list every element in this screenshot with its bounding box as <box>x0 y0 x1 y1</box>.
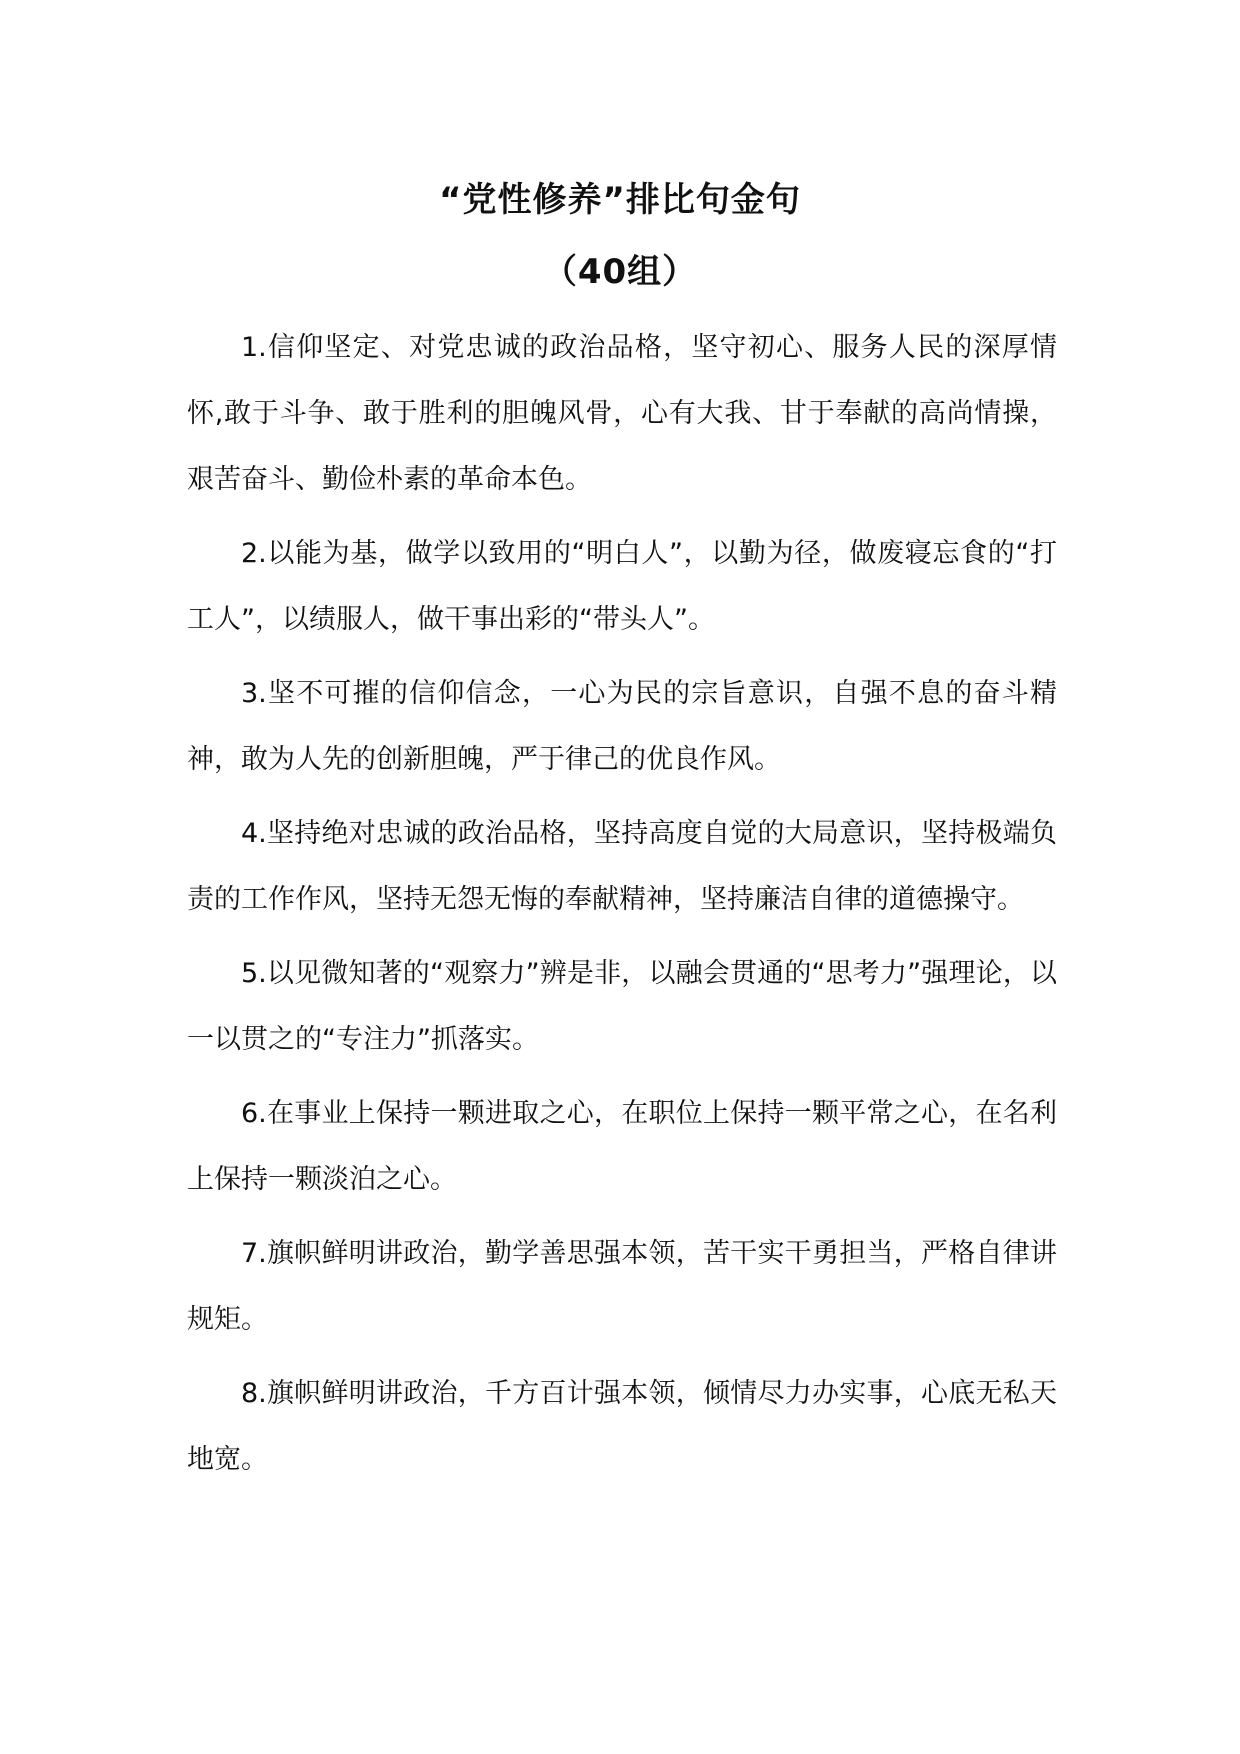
paragraph-3: 3.坚不可摧的信仰信念，一心为民的宗旨意识，自强不息的奋斗精神，敢为人先的创新胆魄，严于律己的优良作风。 <box>187 678 1057 775</box>
document-title: “党性修养”排比句金句 <box>439 180 801 220</box>
paragraph-4: 4.坚持绝对忠诚的政治品格，坚持高度自觉的大局意识，坚持极端负责的工作作风，坚持无怨无悔的奉献精神，坚持廉洁自律的道德操守。 <box>187 818 1057 915</box>
document-body <box>187 315 1057 1501</box>
paragraph-2: 2.以能为基，做学以致用的“明白人”，以勤为径，做废寝忘食的“打工人”，以绩服人，做干事出彩的“带头人”。 <box>187 538 1057 635</box>
document-subtitle: （40组） <box>542 252 698 292</box>
paragraph-6: 6.在事业上保持一颗进取之心，在职位上保持一颗平常之心，在名利上保持一颗淡泊之心。 <box>187 1098 1057 1195</box>
paragraph-7: 7.旗帜鲜明讲政治，勤学善思强本领，苦干实干勇担当，严格自律讲规矩。 <box>187 1238 1057 1335</box>
paragraph-1: 1.信仰坚定、对党忠诚的政治品格，坚守初心、服务人民的深厚情怀,敢于斗争、敢于胜利的胆魄风骨，心有大我、甘于奉献的高尚情操，艰苦奋斗、勤俭朴素的革命本色。 <box>187 332 1057 495</box>
paragraph-5: 5.以见微知著的“观察力”辨是非，以融会贯通的“思考力”强理论，以一以贯之的“专注力”抓落实。 <box>187 958 1057 1055</box>
paragraph-8: 8.旗帜鲜明讲政治，千方百计强本领，倾情尽力办实事，心底无私天地宽。 <box>187 1378 1057 1475</box>
